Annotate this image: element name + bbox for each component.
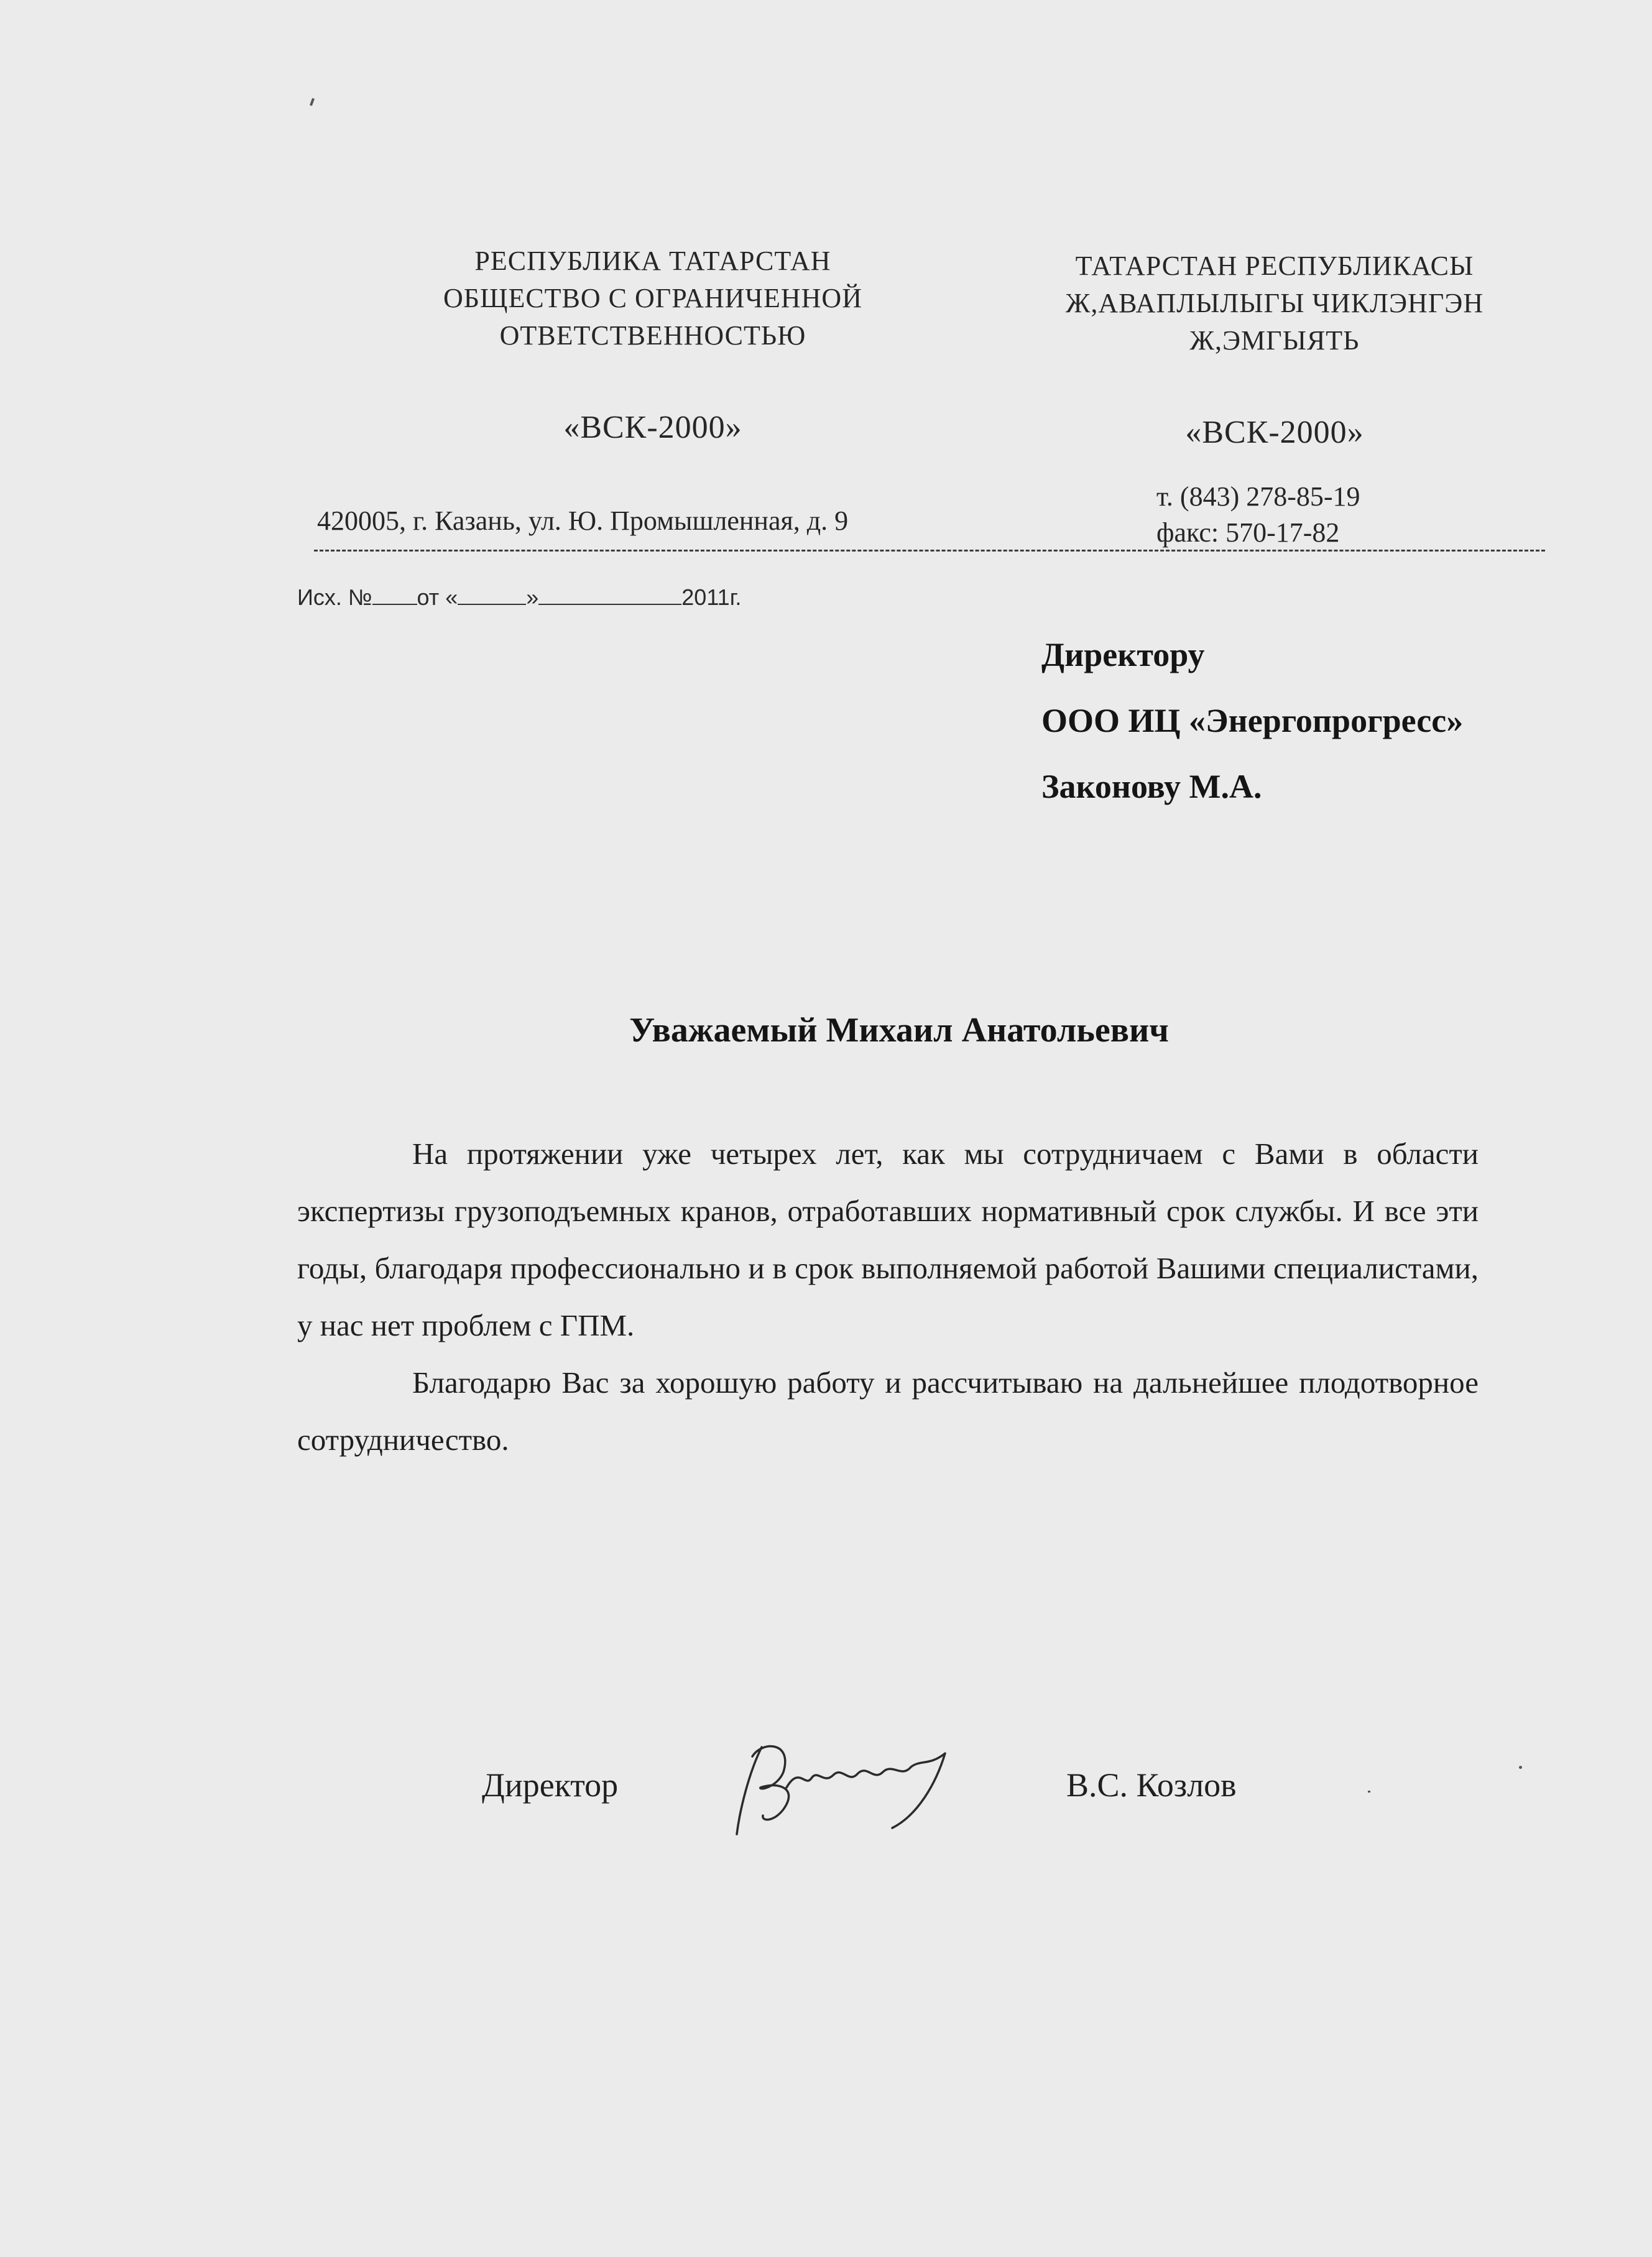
company-fax: факс: 570-17-82 xyxy=(1156,517,1340,548)
recipient-name: Законову М.А. xyxy=(1041,768,1262,805)
letterhead-right-line1: ТАТАРСТАН РЕСПУБЛИКАСЫ xyxy=(1075,251,1474,281)
salutation-text: Уважаемый Михаил Анатольевич xyxy=(629,1011,1169,1050)
signatory-title: Директор xyxy=(482,1766,619,1804)
salutation xyxy=(0,1010,1652,1050)
outgoing-from: от « xyxy=(417,584,458,610)
body-paragraph-2: Благодарю Вас за хорошую работу и рассчитываю на дальнейшее плодотворное сотрудничество. xyxy=(297,1365,1479,1457)
outgoing-close-quote: » xyxy=(526,584,539,610)
scan-speck xyxy=(310,98,315,106)
recipient-position: Директору xyxy=(1041,636,1205,673)
company-contacts xyxy=(1156,479,1360,551)
outgoing-month-field xyxy=(538,604,681,605)
scan-speck xyxy=(1368,1791,1370,1793)
company-address: 420005, г. Казань, ул. Ю. Промышленная, д. 9 xyxy=(317,505,849,536)
letterhead-left-brand: «ВСК-2000» xyxy=(563,410,742,445)
letterhead-right-brand: «ВСК-2000» xyxy=(1185,415,1364,450)
letterhead-right-line2: Ж,АВАПЛЫЛЫГЫ ЧИКЛЭНГЭН xyxy=(1065,288,1484,318)
signatory-name: В.С. Козлов xyxy=(1066,1766,1237,1804)
outgoing-year: 2011г. xyxy=(681,584,742,610)
letterhead-divider xyxy=(314,550,1545,552)
letterhead-right-line3: Ж,ЭМГЫЯТЬ xyxy=(1189,325,1360,356)
letterhead-right xyxy=(1020,247,1530,451)
letter-body xyxy=(297,1125,1479,1469)
letterhead-left-line1: РЕСПУБЛИКА ТАТАРСТАН xyxy=(474,246,831,276)
scan-speck xyxy=(1519,1766,1522,1769)
outgoing-prefix: Исх. № xyxy=(297,584,372,610)
recipient-organization: ООО ИЦ «Энергопрогресс» xyxy=(1041,702,1464,739)
handwritten-signature xyxy=(724,1729,985,1853)
letterhead-left-line2: ОБЩЕСТВО С ОГРАНИЧЕННОЙ xyxy=(443,283,862,313)
company-phone: т. (843) 278-85-19 xyxy=(1156,481,1360,512)
recipient-block xyxy=(1041,622,1463,819)
letterhead-left-line3: ОТВЕТСТВЕННОСТЬЮ xyxy=(499,320,806,351)
outgoing-number-field xyxy=(372,604,417,605)
outgoing-number-line xyxy=(297,584,741,611)
outgoing-day-field xyxy=(458,604,526,605)
body-paragraph-1: На протяжении уже четырех лет, как мы сотрудничаем с Вами в области экспертизы грузоподъемных кранов, отработавших нормативный срок службы. И все эти годы, благодаря профессионально и в срок выполняемой работой Вашими специалистами, у нас нет проблем с ГПМ. xyxy=(297,1137,1479,1342)
letterhead-left xyxy=(373,242,933,446)
